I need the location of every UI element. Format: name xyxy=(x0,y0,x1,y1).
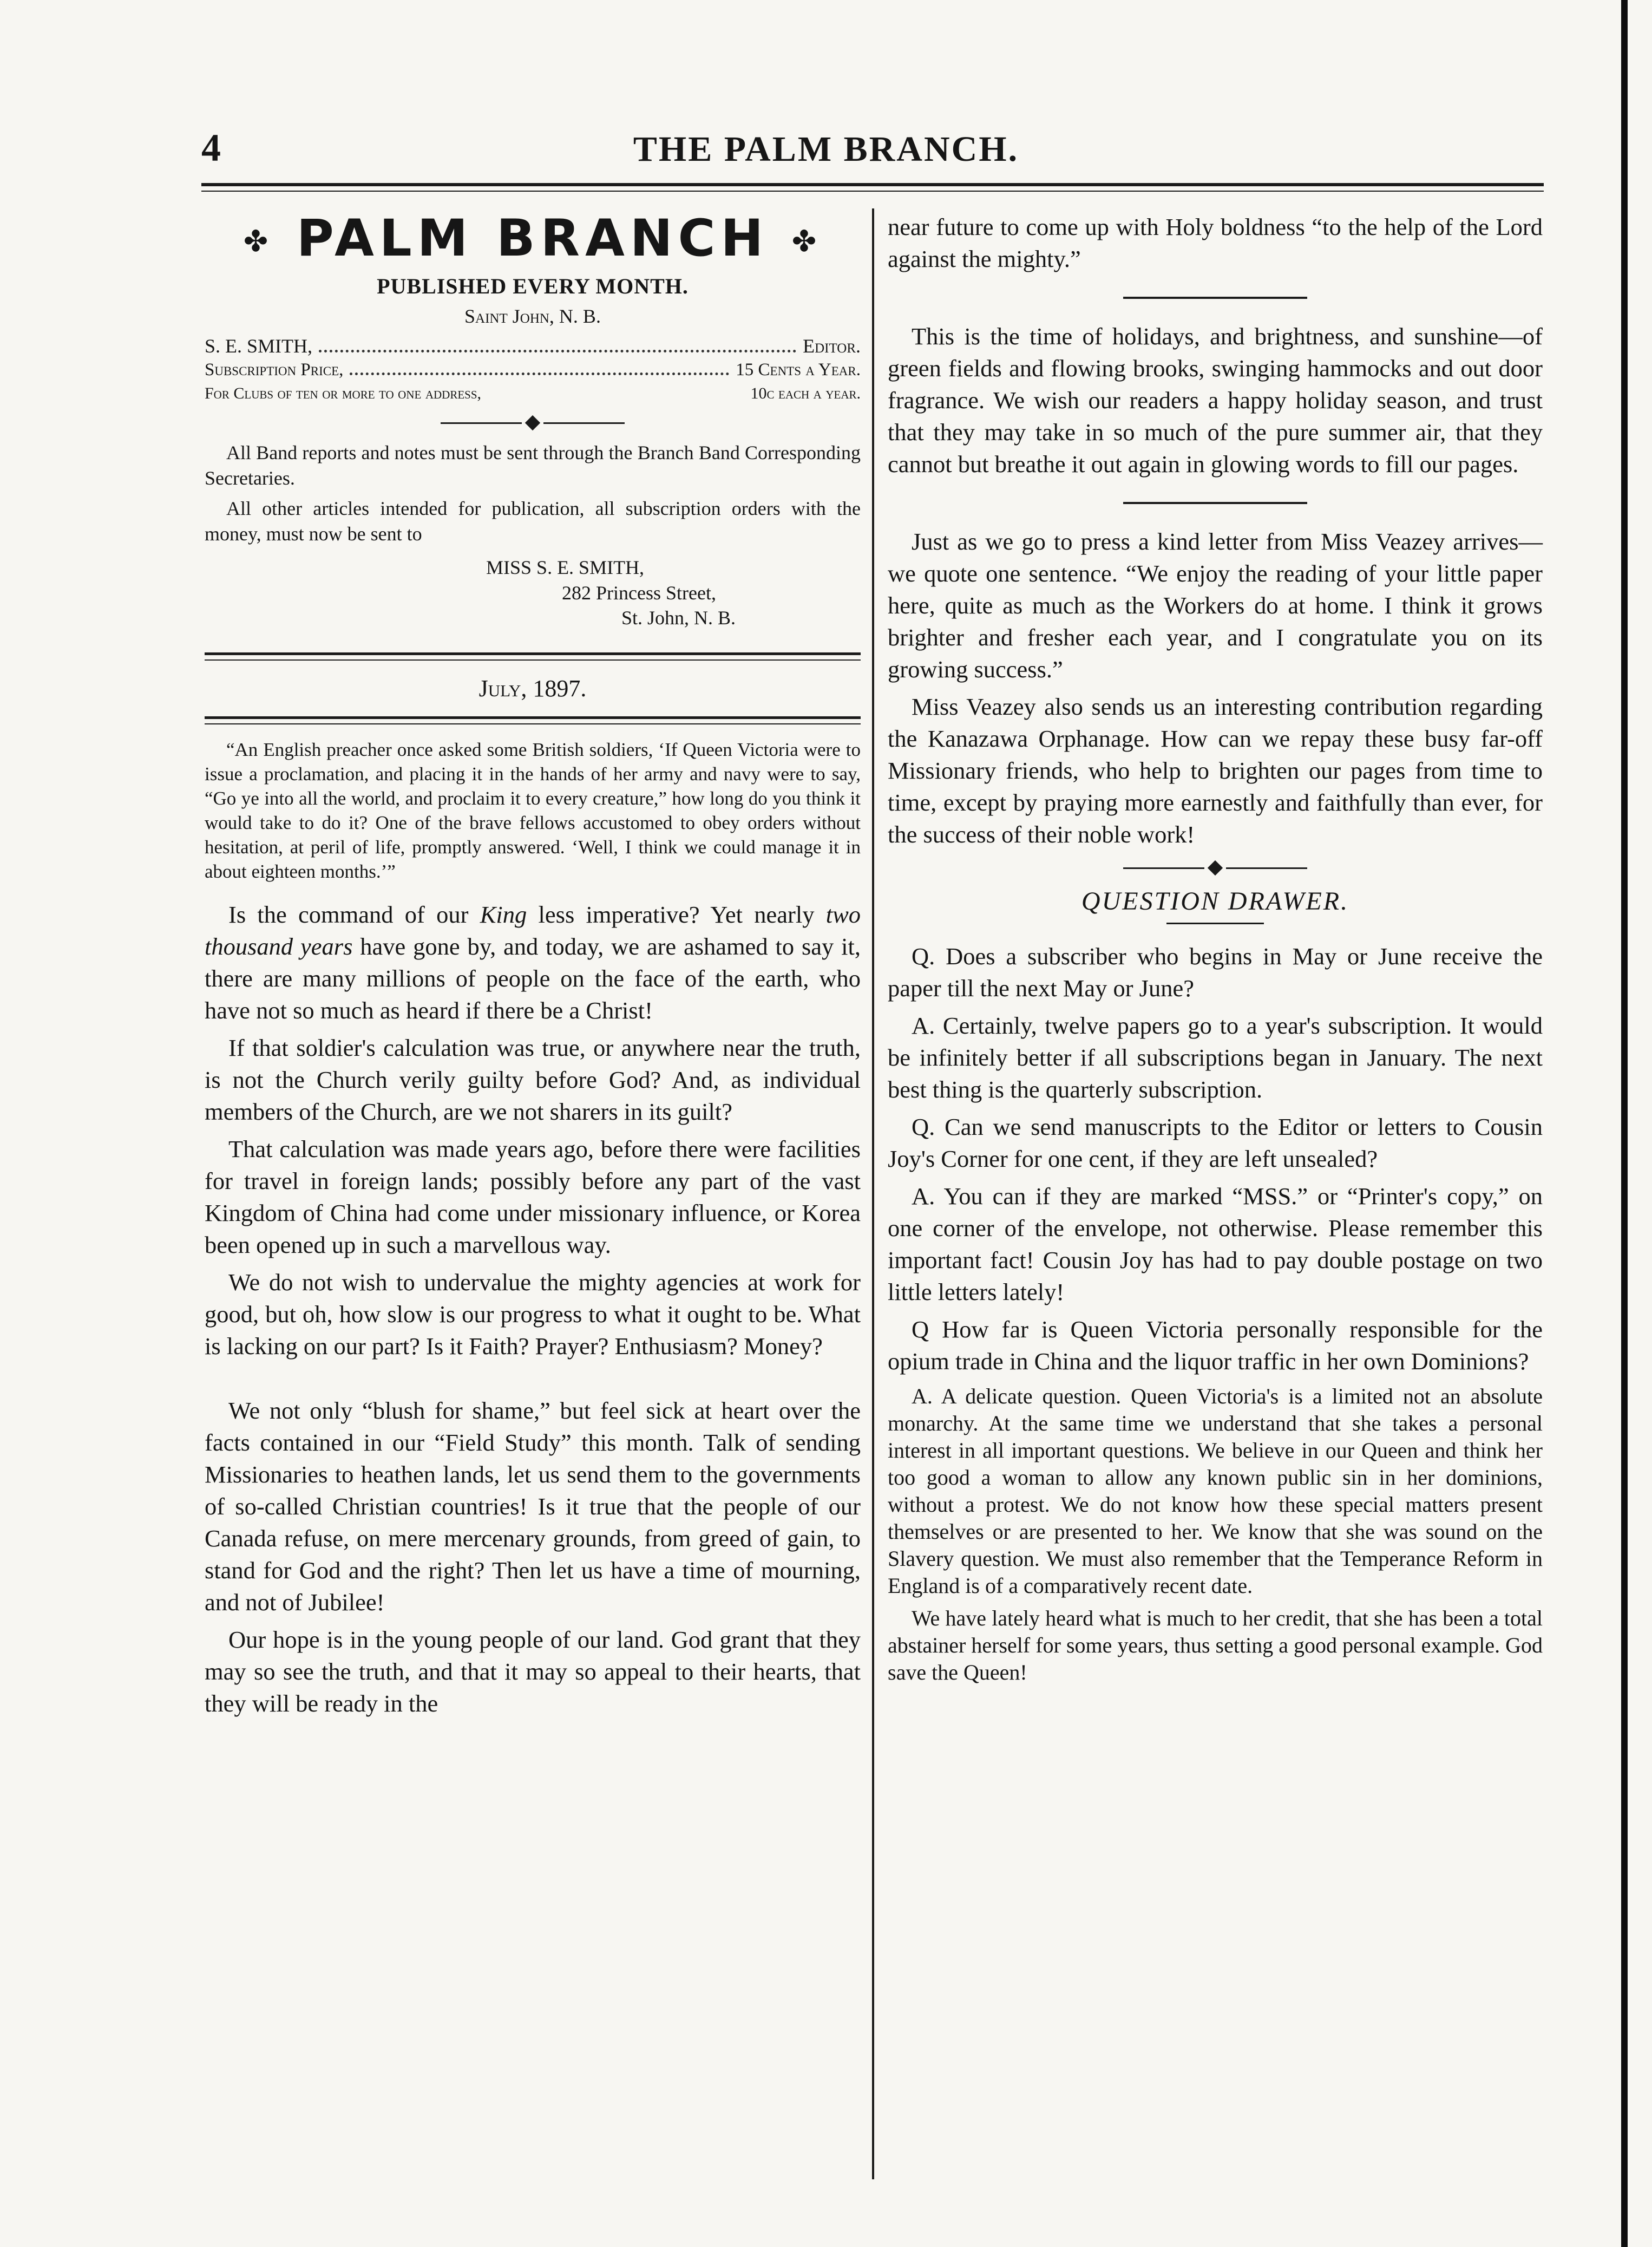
heading-rule xyxy=(1166,923,1264,924)
leader-dots xyxy=(319,350,796,352)
address-name: MISS S. E. SMITH, xyxy=(486,557,645,579)
editorial-p3: That calculation was made years ago, before there were facilities for travel in foreign lands; possibly before any part of the vast Kingdom of China had come under missionary influence, or Korea been opened up in such a marvellous way. xyxy=(205,1135,861,1258)
page-number: 4 xyxy=(201,126,221,169)
editorial-p4: We do not wish to undervalue the mighty agencies at work for good, but oh, how slow is our progress to what it ought to be. What is lacking on our part? Is it Faith? Prayer? Enthusiasm? Money? xyxy=(205,1268,861,1360)
section-rule xyxy=(1123,297,1307,299)
editorial-p5: We not only “blush for shame,” but feel sick at heart over the facts contained in our “Field Study” this month. Talk of sending Missionaries to heathen lands, let us send them to the governments of so-called Christian countries! Is it true that the people of our Canada refuse, on mere mercenary grounds, from greed of gain, to stand for God and the right? Then let us have a time of mourning, and not of Jubilee! xyxy=(205,1396,861,1616)
editorial-p6: Our hope is in the young people of our land. God grant that they may so see the truth, and that it may so appeal to their hearts, that they will be ready in the xyxy=(205,1625,861,1717)
masthead xyxy=(205,209,861,271)
editorial-p1: Is the command of our King less imperative? Yet nearly two thousand years have gone by, and today, we are ashamed to say it, there are many millions of people on the face of the earth, who have not so much as heard if there be a Christ! xyxy=(205,900,861,1024)
editor-row xyxy=(205,334,861,358)
answer-3-block xyxy=(888,1383,1543,1686)
flourish-divider xyxy=(888,863,1543,873)
clubs-label: For Clubs of ten or more to one address, xyxy=(205,384,482,403)
clubs-row xyxy=(205,382,861,406)
right-column xyxy=(888,211,1543,2225)
leader-dots xyxy=(350,373,729,375)
address-city: St. John, N. B. xyxy=(621,607,736,629)
published-line: PUBLISHED EVERY MONTH. xyxy=(377,274,689,299)
ornament-right-icon: ✤ xyxy=(791,224,822,259)
notice-band-reports: All Band reports and notes must be sent through the Branch Band Corresponding Secretaries. xyxy=(205,442,861,489)
scan-edge xyxy=(1621,0,1628,2247)
flourish-divider xyxy=(205,417,861,428)
continuation-text: near future to come up with Holy boldness “to the help of the Lord against the mighty.” xyxy=(888,213,1543,272)
question-drawer-heading: QUESTION DRAWER. xyxy=(1081,887,1349,916)
subscription-value: 15 Cents a Year. xyxy=(736,360,861,380)
ornament-left-icon: ✤ xyxy=(243,224,274,259)
answer-3: A. A delicate question. Queen Victoria's is a limited not an absolute monarchy. At the same time we understand that she takes a personal interest in all important questions. We believe in our Queen and think her too good a woman to allow any known public sin in her dominions, without a protest. We do not know how these special matters present themselves or are presented to her. We know that she was sound on the Slavery question. We must also remember that the Temperance Reform in England is of a comparatively recent date. xyxy=(888,1384,1543,1598)
running-title: THE PALM BRANCH. xyxy=(633,129,1019,169)
notice-other-articles: All other articles intended for publication, all subscription orders with the money, must now be sent to xyxy=(205,498,861,545)
veazey-contribution: Miss Veazey also sends us an interesting contribution regarding the Kanazawa Orphanage. How can we repay these busy far-off Missionary friends, who help to brighten our pages from time to time, except by praying more earnestly and faithfully than ever, for the success of their noble work! xyxy=(888,693,1543,848)
header-rule-thick xyxy=(201,183,1544,186)
answer-2: A. You can if they are marked “MSS.” or “Printer's copy,” on one corner of the envelope, not otherwise. Please remember this important fact! Cousin Joy has had to pay double postage on two little letters lately! xyxy=(888,1183,1543,1305)
answer-3-continued: We have lately heard what is much to her credit, that she has been a total abstainer herself for some years, thus setting a good personal example. God save the Queen! xyxy=(888,1606,1543,1684)
question-drawer xyxy=(888,940,1543,1686)
question-2: Q. Can we send manuscripts to the Editor or letters to Cousin Joy's Corner for one cent, if they are left unsealed? xyxy=(888,1113,1543,1172)
editor-name: S. E. SMITH, xyxy=(205,335,313,357)
masthead-title: PALM BRANCH xyxy=(296,209,769,268)
soldier-quote: “An English preacher once asked some British soldiers, ‘If Queen Victoria were to issue a proclamation, and placing it in the hands of her army and navy were to say, “Go ye into all the world, and proclaim it to every creature,” how long do you think it would take to do it? One of the brave fellows accustomed to obey orders without hesitation, at peril of life, promptly answered. ‘Well, I think we could manage it in about eighteen months.’” xyxy=(205,739,861,882)
date-line: July, 1897. xyxy=(478,675,587,702)
double-rule xyxy=(205,716,861,724)
question-3: Q How far is Queen Victoria personally responsible for the opium trade in China and the liquor traffic in her own Dominions? xyxy=(888,1316,1543,1375)
editorial-p2: If that soldier's calculation was true, or anywhere near the truth, is not the Church verily guilty before God? And, as individual members of the Church, are we not sharers in its guilt? xyxy=(205,1034,861,1125)
subscription-label: Subscription Price, xyxy=(205,360,344,380)
left-column xyxy=(205,211,861,2225)
holidays-paragraph: This is the time of holidays, and brightness, and sunshine—of green fields and flowing brooks, swinging hammocks and out door fragrance. We wish our readers a happy holiday season, and trust that they may take in so much of the pure summer air, that they cannot but breathe it out again in glowing words to fill our pages. xyxy=(888,323,1543,478)
editor-label: Editor. xyxy=(803,335,861,357)
clubs-value: 10c each a year. xyxy=(750,384,861,403)
section-rule xyxy=(1123,502,1307,504)
header-rule-thin xyxy=(201,191,1544,192)
double-rule xyxy=(205,652,861,661)
question-1: Q. Does a subscriber who begins in May or June receive the paper till the next May or June? xyxy=(888,943,1543,1002)
notices xyxy=(205,440,861,631)
subscription-row xyxy=(205,358,861,382)
answer-1: A. Certainly, twelve papers go to a year's subscription. It would be infinitely better if all subscriptions began in January. The next best thing is the quarterly subscription. xyxy=(888,1012,1543,1103)
address-street: 282 Princess Street, xyxy=(562,582,716,604)
veazey-letter: Just as we go to press a kind letter from Miss Veazey arrives—we quote one sentence. “We enjoy the reading of your little paper here, quite as much as the Workers do at home. I think it grows brighter and fresher each year, and I congratulate you on its growing success.” xyxy=(888,528,1543,683)
column-divider xyxy=(872,208,874,2179)
editorial xyxy=(205,899,861,1720)
place-line: Saint John, N. B. xyxy=(464,305,601,328)
